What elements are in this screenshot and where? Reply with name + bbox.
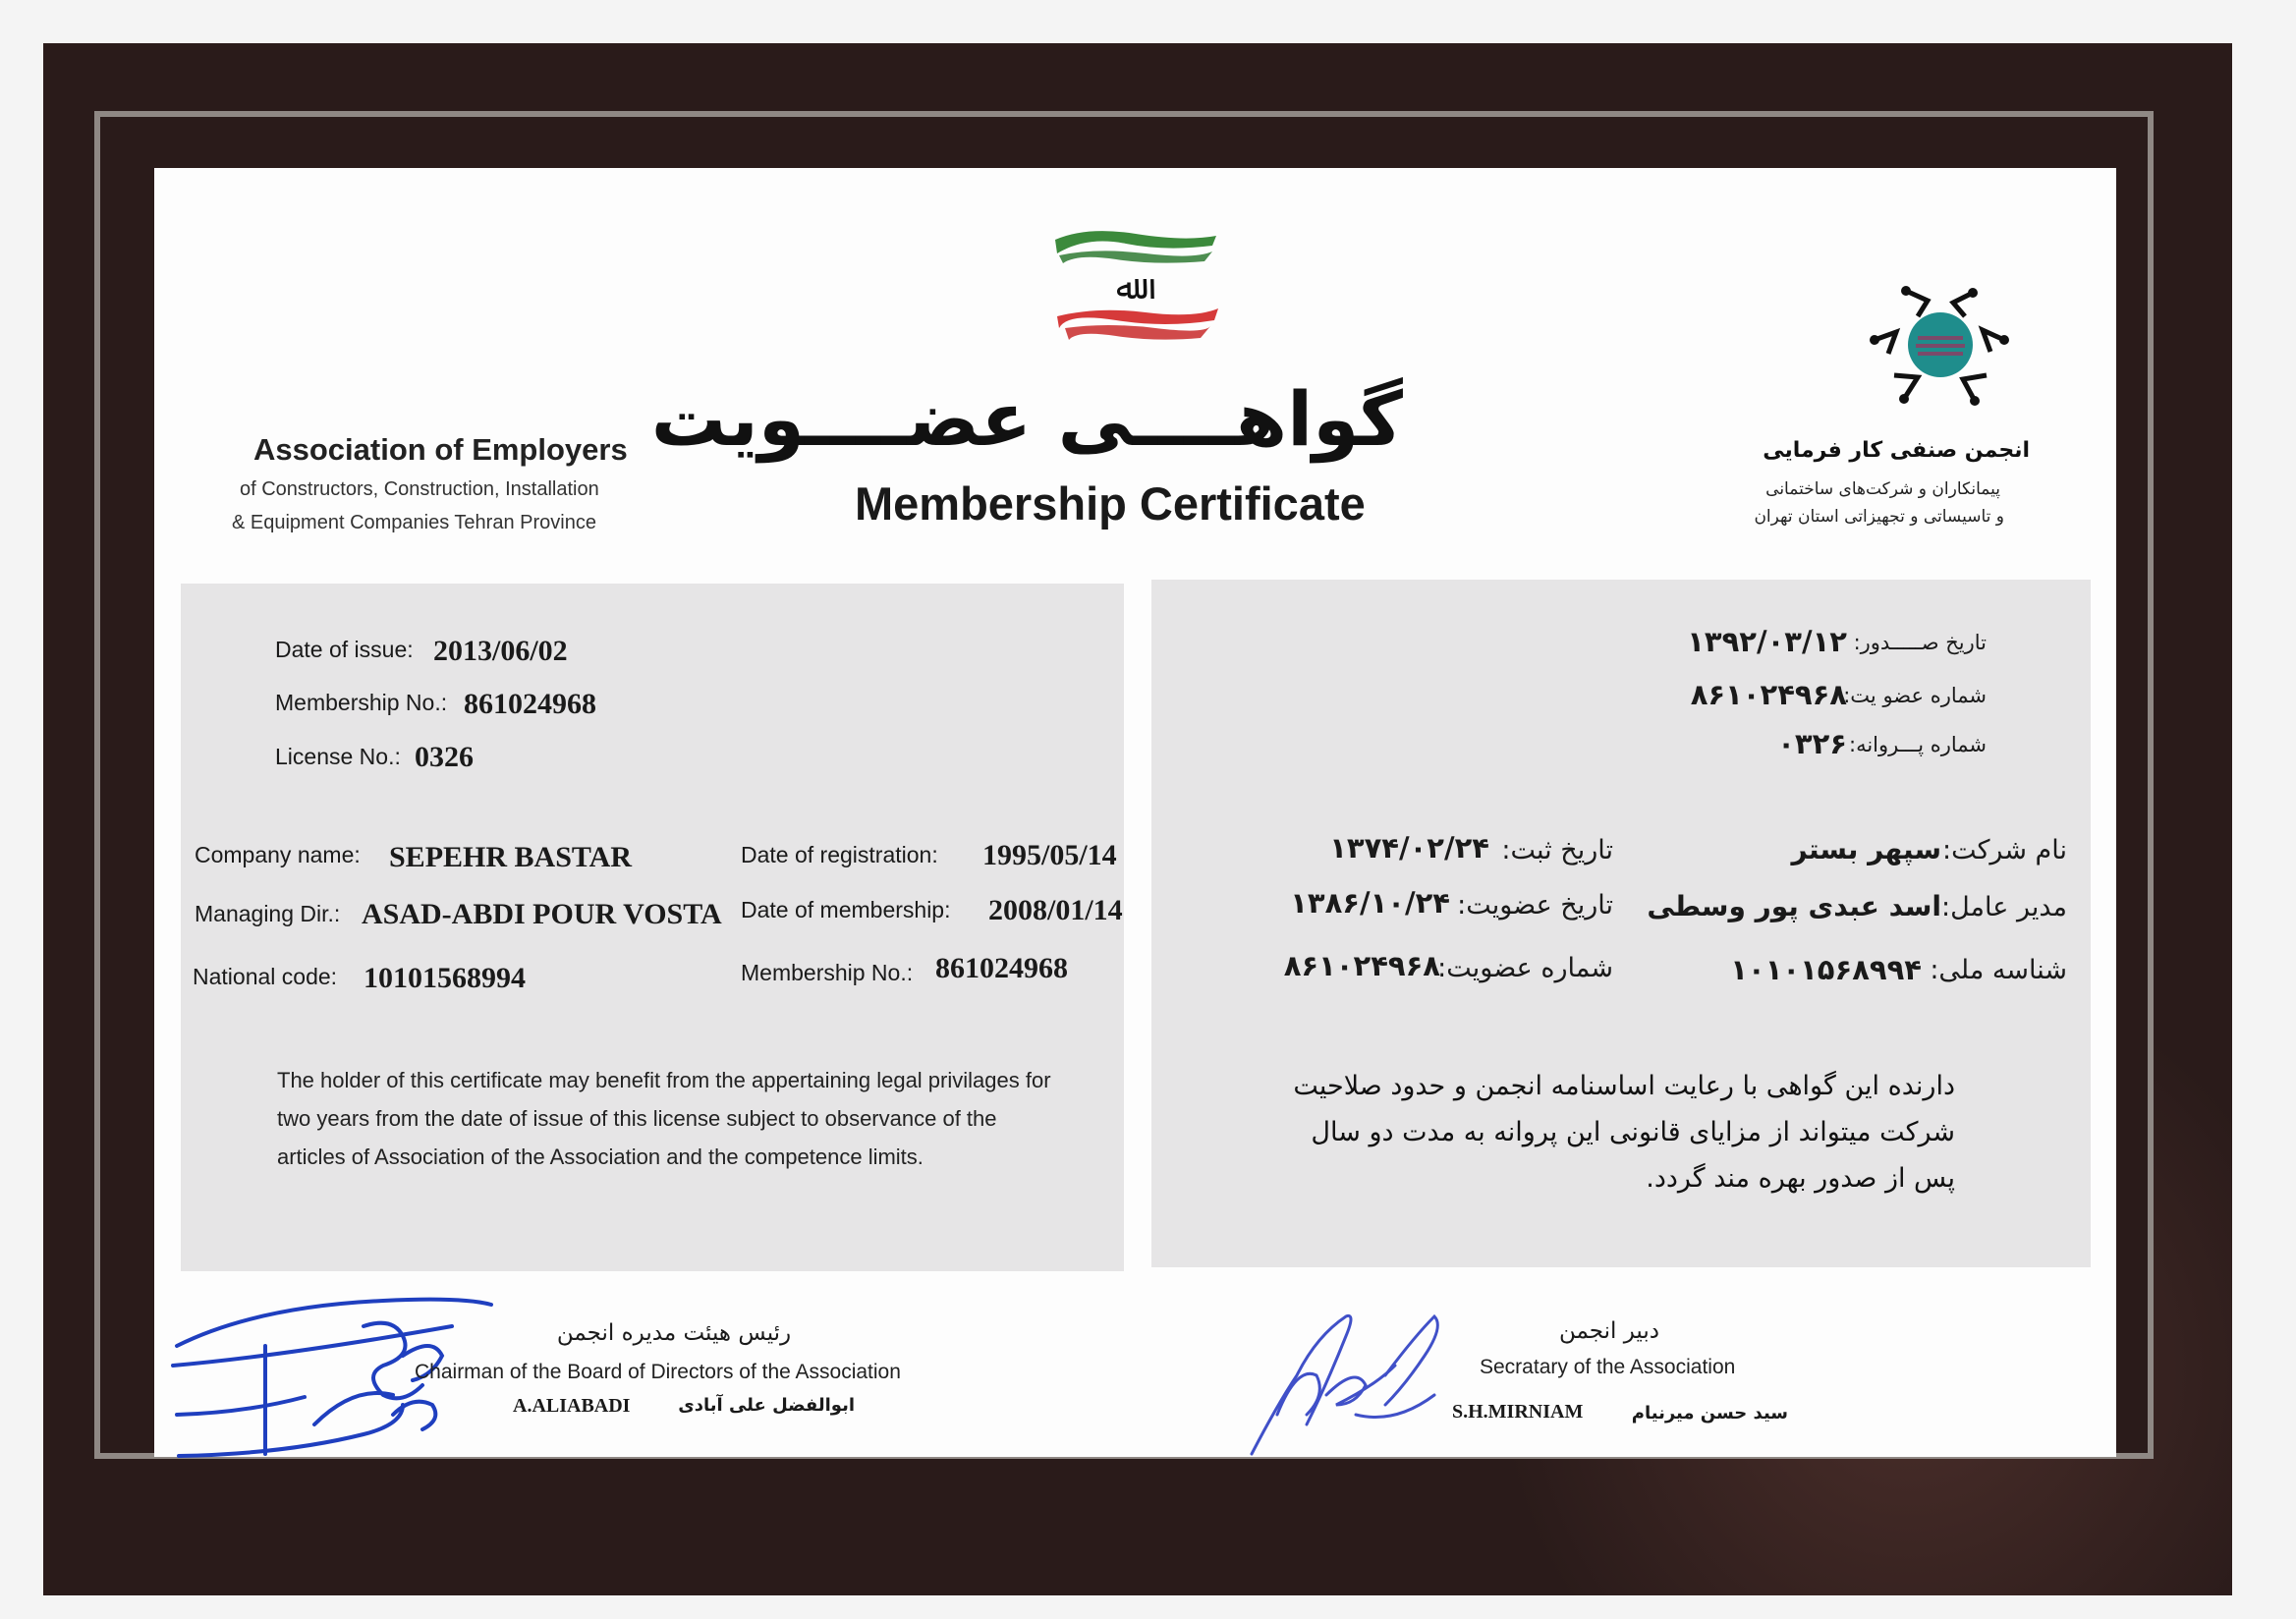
membership-date-label: Date of membership: — [741, 897, 951, 922]
license-no-label: License No.: — [275, 744, 401, 769]
left-org-name: Association of Employers — [253, 432, 628, 467]
english-body-text: The holder of this certificate may benefit from the appertaining legal privilages for two years from the date of issue of this license subject to observance of the articles of Association of the Association and the competence limits. — [277, 1068, 1051, 1169]
iran-flag-emblem-icon — [1047, 222, 1224, 350]
fa-membership-date-label: تاریخ عضویت: — [1457, 890, 1613, 921]
issue-date-value: 2013/06/02 — [433, 635, 568, 667]
issue-date-label: Date of issue: — [275, 637, 414, 662]
membership-no2-label: Membership No.: — [741, 960, 914, 985]
left-org-line3: & Equipment Companies Tehran Province — [232, 512, 596, 533]
fa-company-name-value: سپهر بستر — [1791, 833, 1941, 865]
secretary-title-fa: دبیر انجمن — [1558, 1318, 1660, 1344]
fa-license-no-value: ۰۳۲۶ — [1777, 727, 1847, 760]
fa-company-name-label: نام شرکت: — [1941, 835, 2067, 865]
secretary-name-en: S.H.MIRNIAM — [1452, 1401, 1584, 1423]
national-code-label: National code: — [193, 964, 338, 989]
association-logo-icon — [1867, 281, 2014, 409]
right-org-line3: و تاسیساتی و تجهیزاتی استان تهران — [1754, 507, 2004, 527]
membership-no2-value: 861024968 — [935, 952, 1068, 984]
fa-registration-date-value: ۱۳۷۴/۰۲/۲۴ — [1329, 831, 1489, 865]
fa-issue-date-label: تاریخ صـــــدور: — [1853, 631, 1987, 654]
chairman-name-fa: ابوالفضل علی آبادی — [678, 1395, 855, 1416]
left-org-line2: of Constructors, Construction, Installation — [240, 478, 599, 500]
persian-body-text: دارنده این گواهی با رعایت اساسنامه انجمن و حدود صلاحیت شرکت میتواند از مزایای قانونی این پروانه به مدت دو سال پس از صدور بهره مند گردد. — [1293, 1071, 1955, 1194]
fa-membership-no-value: ۸۶۱۰۲۴۹۶۸ — [1690, 678, 1847, 711]
company-name-label: Company name: — [195, 842, 361, 867]
emblem-icon: ﷲ — [1116, 268, 1136, 307]
fa-managing-dir-value: اسد عبدی پور وسطی — [1647, 890, 1941, 922]
chairman-title-fa: رئیس هیئت مدیره انجمن — [556, 1320, 792, 1346]
right-org-line2: پیمانکاران و شرکت‌های ساختمانی — [1765, 479, 2000, 499]
fa-national-code-value: ۱۰۱۰۱۵۶۸۹۹۴ — [1730, 953, 1922, 986]
fa-issue-date-value: ۱۳۹۲/۰۳/۱۲ — [1687, 625, 1847, 658]
secretary-name-fa: سید حسن میرنیام — [1631, 1403, 1788, 1424]
membership-date-value: 2008/01/14 — [988, 894, 1123, 926]
national-code-value: 10101568994 — [364, 962, 526, 994]
registration-date-label: Date of registration: — [741, 842, 938, 867]
fa-managing-dir-label: مدیر عامل: — [1941, 892, 2067, 922]
persian-title: گواهــــی عضــــویت — [650, 375, 1403, 463]
fa-membership-no-label: شماره عضو یت: — [1843, 684, 1987, 707]
membership-no-value: 861024968 — [464, 688, 596, 720]
english-title: Membership Certificate — [855, 477, 1366, 530]
fa-registration-date-label: تاریخ ثبت: — [1501, 835, 1613, 865]
managing-dir-label: Managing Dir.: — [195, 901, 341, 926]
membership-no-label: Membership No.: — [275, 690, 448, 715]
chairman-name-en: A.ALIABADI — [513, 1395, 631, 1417]
chairman-title-en: Chairman of the Board of Directors of the Association — [415, 1361, 901, 1383]
right-org-name: انجمن صنفی کار فرمایی — [1763, 438, 2030, 463]
fa-license-no-label: شماره پـــروانه: — [1849, 733, 1987, 756]
secretary-signature-icon — [1238, 1307, 1484, 1464]
company-name-value: SEPEHR BASTAR — [389, 841, 633, 873]
license-no-value: 0326 — [415, 741, 474, 773]
managing-dir-value: ASAD-ABDI POUR VOSTA — [362, 898, 722, 930]
fa-national-code-label: شناسه ملی: — [1930, 955, 2067, 985]
secretary-title-en: Secratary of the Association — [1480, 1356, 1736, 1378]
fa-membership-no2-label: شماره عضویت: — [1437, 953, 1613, 983]
fa-membership-date-value: ۱۳۸۶/۱۰/۲۴ — [1290, 886, 1450, 920]
fa-membership-no2-value: ۸۶۱۰۲۴۹۶۸ — [1283, 949, 1440, 982]
registration-date-value: 1995/05/14 — [982, 839, 1117, 871]
